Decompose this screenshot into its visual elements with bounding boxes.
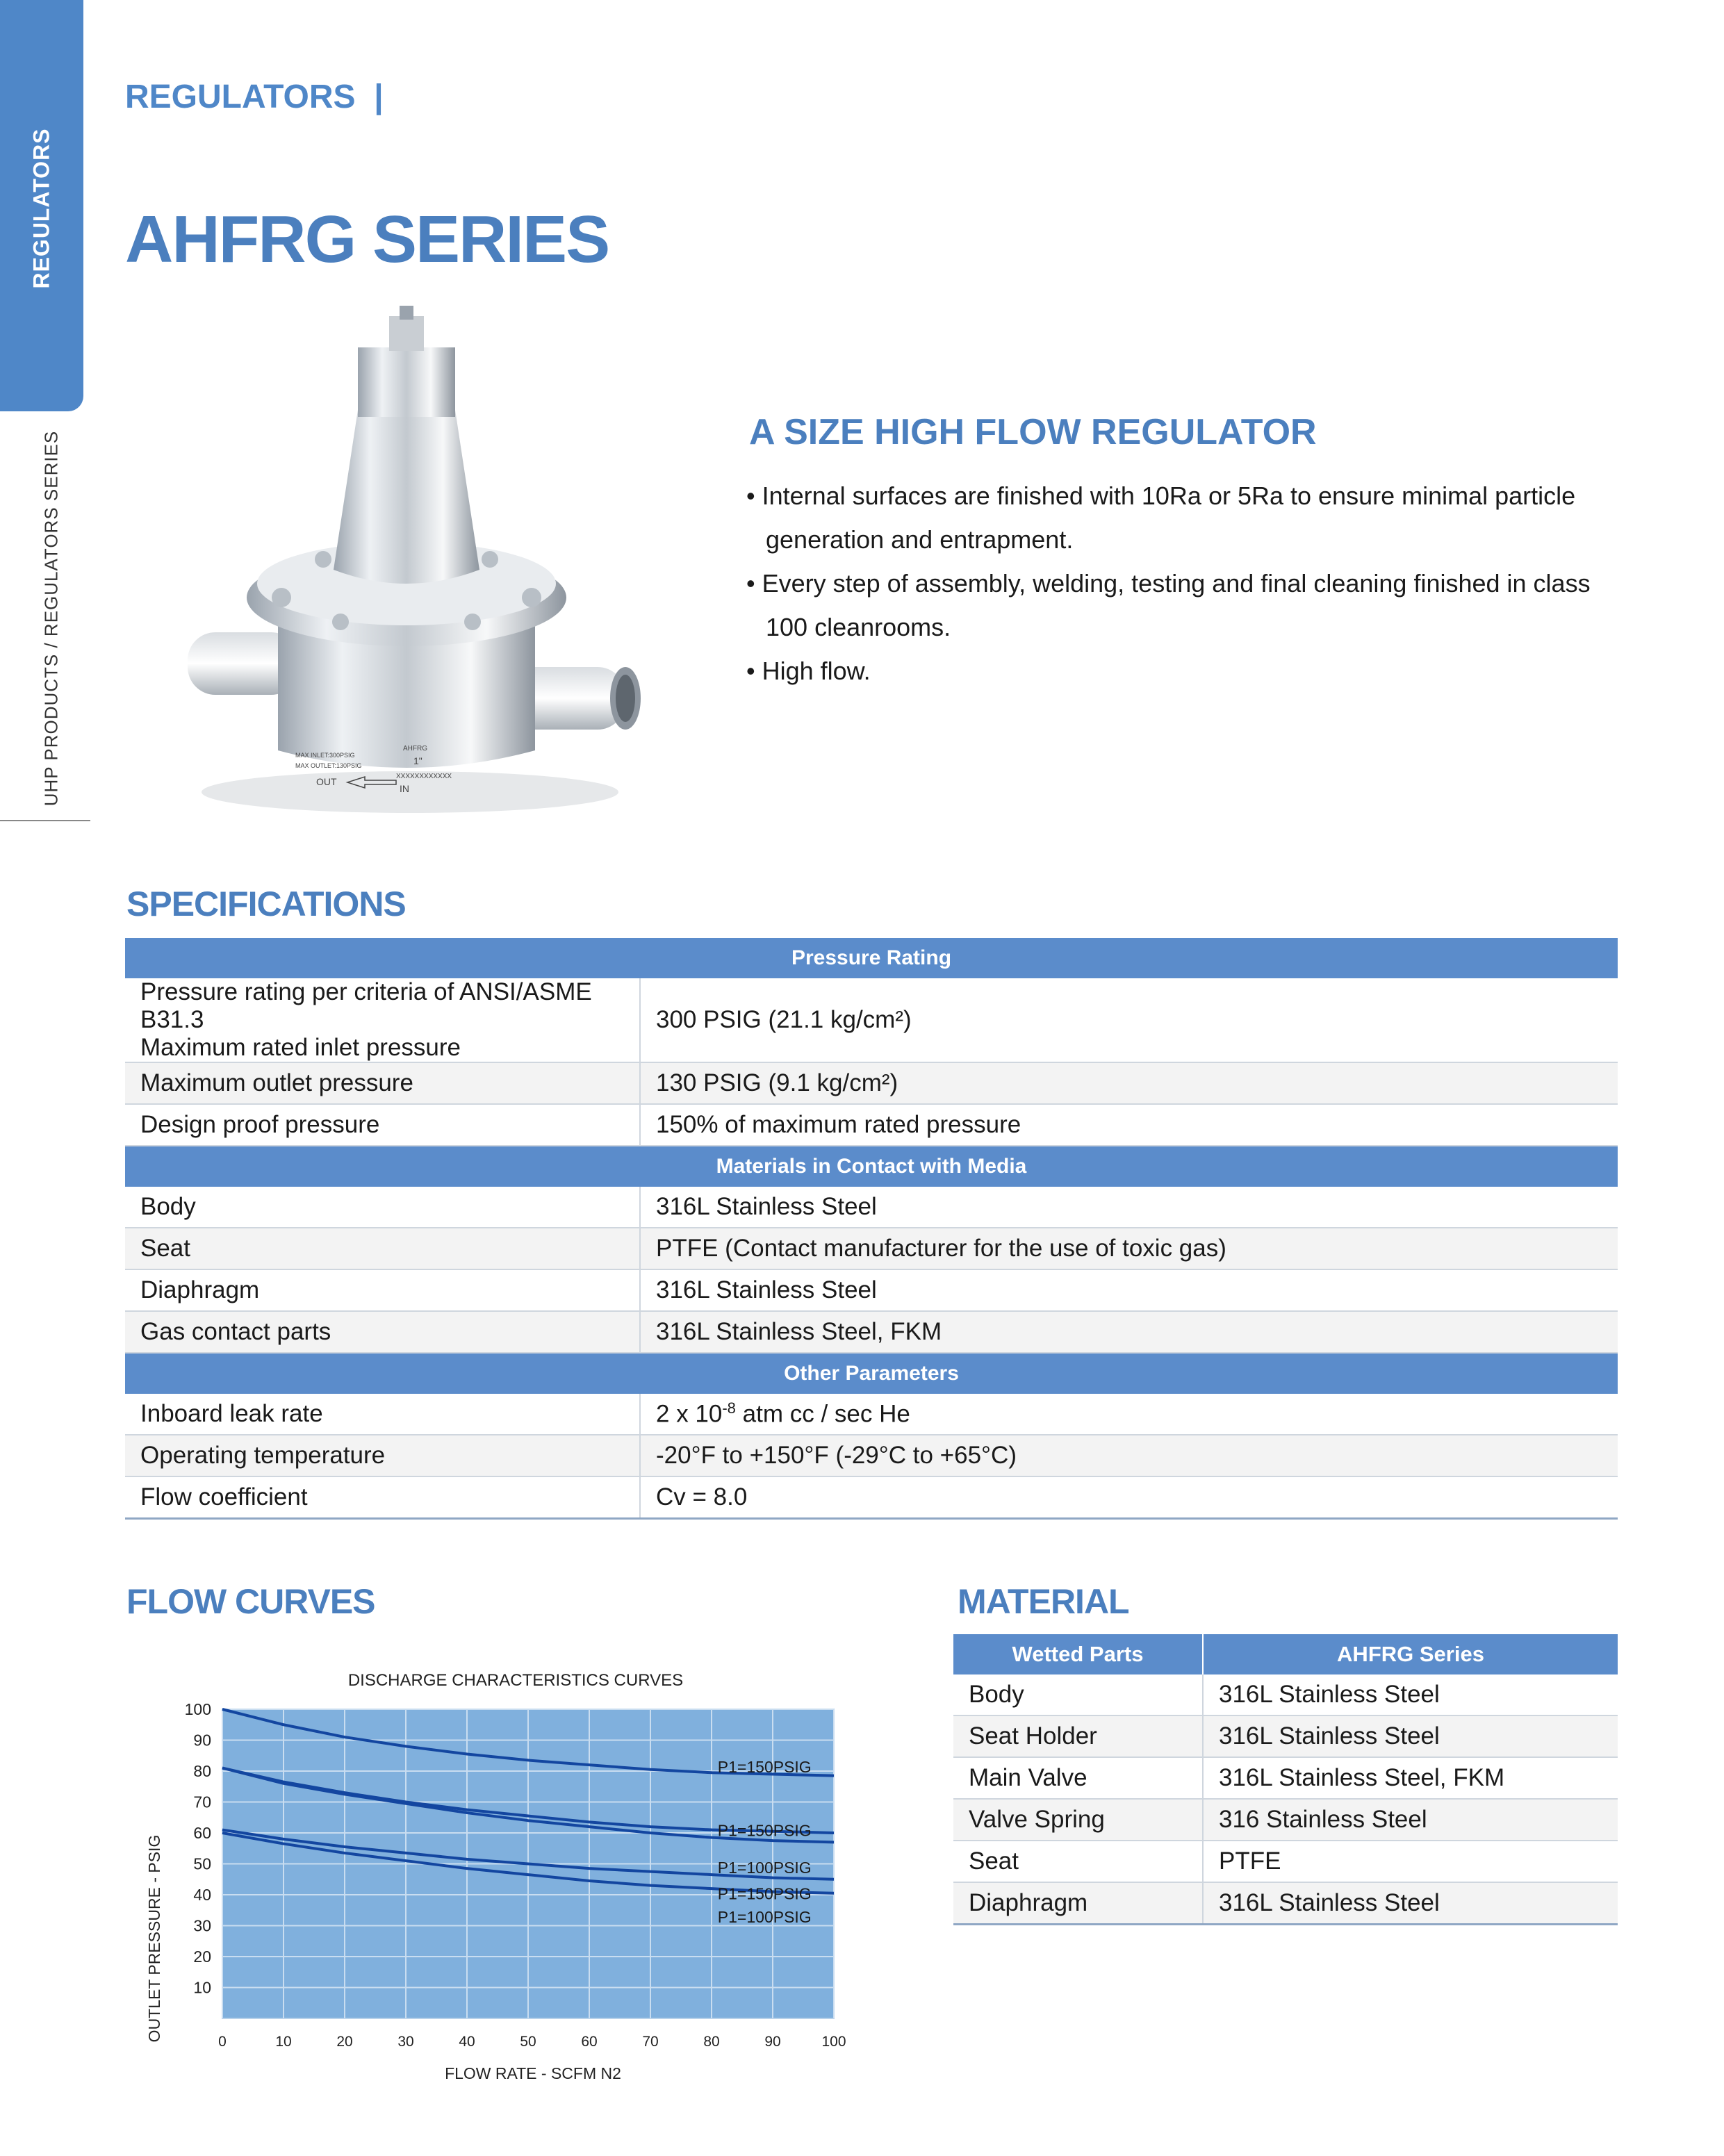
- material-part: Seat: [953, 1841, 1203, 1882]
- spec-label: Maximum outlet pressure: [125, 1062, 640, 1104]
- x-tick-label: 80: [703, 2034, 720, 2050]
- spec-section-title: Other Parameters: [125, 1353, 1618, 1394]
- y-tick-label: 10: [193, 1978, 211, 1997]
- feature-item: • Internal surfaces are finished with 10Ra or 5Ra to ensure minimal particle generation and entrapment.: [746, 482, 1576, 554]
- spec-value: [640, 1394, 1618, 1435]
- product-photo: [174, 306, 660, 834]
- x-tick-label: 60: [581, 2034, 598, 2050]
- spec-value: PTFE (Contact manufacturer for the use of toxic gas): [640, 1228, 1618, 1269]
- material-part: Diaphragm: [953, 1882, 1203, 1925]
- material-heading: MATERIAL: [958, 1582, 1129, 1621]
- spec-label: Flow coefficient: [125, 1476, 640, 1519]
- table-row: [125, 1062, 1618, 1104]
- spec-value: 130 PSIG (9.1 kg/cm²): [640, 1062, 1618, 1104]
- table-row: [125, 1269, 1618, 1311]
- leak-rate-base: 2 x 10: [656, 1400, 723, 1428]
- y-tick-label: 40: [193, 1886, 211, 1904]
- photo-cap: [358, 347, 455, 417]
- x-tick-label: 0: [218, 2034, 227, 2050]
- spec-label: Operating temperature: [125, 1435, 640, 1476]
- spec-value: -20°F to +150°F (-29°C to +65°C): [640, 1435, 1618, 1476]
- sidebar-divider: [0, 820, 90, 821]
- x-tick-label: 50: [520, 2034, 536, 2050]
- spec-value: 150% of maximum rated pressure: [640, 1104, 1618, 1146]
- photo-marking-in: IN: [400, 783, 409, 794]
- spec-value: 316L Stainless Steel: [640, 1187, 1618, 1228]
- y-tick-label: 30: [193, 1916, 211, 1935]
- chart-title: DISCHARGE CHARACTERISTICS CURVES: [347, 1671, 684, 1690]
- sidebar-tab[interactable]: [0, 0, 83, 411]
- series-annotation: P1=150PSIG: [717, 1758, 812, 1777]
- photo-marking-out: OUT: [316, 776, 337, 787]
- x-tick-label: 30: [397, 2034, 414, 2050]
- table-row: [125, 1435, 1618, 1476]
- feature-item: • Every step of assembly, welding, testing and final cleaning finished in class 100 cleanrooms.: [746, 569, 1591, 641]
- spec-label: Diaphragm: [125, 1269, 640, 1311]
- table-row: [953, 1757, 1618, 1799]
- sidebar-tab-label: REGULATORS: [28, 128, 54, 289]
- material-part: Valve Spring: [953, 1799, 1203, 1841]
- y-tick-label: 70: [193, 1793, 211, 1811]
- series-annotation: P1=150PSIG: [717, 1884, 812, 1903]
- material-header-cell: AHFRG Series: [1203, 1634, 1618, 1674]
- chart-x-axis-label: FLOW RATE - SCFM N2: [445, 2064, 621, 2082]
- series-annotation: P1=150PSIG: [717, 1821, 812, 1840]
- specifications-table: [125, 938, 1618, 1520]
- table-row: [125, 1311, 1618, 1353]
- product-subtitle: A SIZE HIGH FLOW REGULATOR: [749, 412, 1317, 452]
- x-tick-label: 90: [764, 2034, 781, 2050]
- photo-bonnet: [334, 410, 479, 584]
- spec-section-header: [125, 938, 1618, 978]
- spec-label: Design proof pressure: [125, 1104, 640, 1146]
- spec-section-title: Pressure Rating: [125, 938, 1618, 978]
- material-value: 316L Stainless Steel: [1203, 1674, 1618, 1715]
- material-header-cell: Wetted Parts: [953, 1634, 1203, 1674]
- table-row: [953, 1799, 1618, 1841]
- photo-adjust-nut: [389, 316, 424, 351]
- photo-marking-size: 1": [413, 755, 422, 766]
- material-table: [953, 1634, 1618, 1925]
- photo-marking-serial: XXXXXXXXXXXX: [396, 773, 452, 780]
- spec-label: Gas contact parts: [125, 1311, 640, 1353]
- sidebar-series-label: UHP PRODUCTS / REGULATORS SERIES: [40, 430, 62, 807]
- spec-label: [125, 978, 640, 1062]
- x-tick-label: 20: [336, 2034, 353, 2050]
- table-row: [125, 1187, 1618, 1228]
- page-title: AHFRG SERIES: [125, 202, 609, 277]
- material-part: Main Valve: [953, 1757, 1203, 1799]
- x-tick-label: 10: [275, 2034, 292, 2050]
- spec-label-line: Pressure rating per criteria of ANSI/ASME B31.3: [140, 978, 592, 1033]
- table-row: [953, 1841, 1618, 1882]
- x-tick-label: 70: [642, 2034, 659, 2050]
- spec-value: 316L Stainless Steel: [640, 1269, 1618, 1311]
- table-row: [125, 1228, 1618, 1269]
- spec-section-title: Materials in Contact with Media: [125, 1146, 1618, 1187]
- spec-label: Seat: [125, 1228, 640, 1269]
- table-row: [125, 1394, 1618, 1435]
- photo-marking-outlet: MAX OUTLET:130PSIG: [295, 762, 362, 769]
- feature-list: [746, 474, 1608, 693]
- table-row: [125, 1476, 1618, 1519]
- series-annotation: P1=100PSIG: [717, 1908, 812, 1927]
- x-tick-label: 40: [459, 2034, 475, 2050]
- y-tick-label: 90: [193, 1731, 211, 1750]
- spec-label: Inboard leak rate: [125, 1394, 640, 1435]
- spec-value: 316L Stainless Steel, FKM: [640, 1311, 1618, 1353]
- flow-curves-heading: FLOW CURVES: [126, 1582, 375, 1621]
- spec-label: Body: [125, 1187, 640, 1228]
- material-part: Seat Holder: [953, 1715, 1203, 1757]
- y-tick-label: 80: [193, 1762, 211, 1780]
- series-annotation: P1=100PSIG: [717, 1858, 812, 1877]
- flow-curves-chart: [139, 1661, 862, 2091]
- material-value: 316L Stainless Steel: [1203, 1882, 1618, 1925]
- material-value: PTFE: [1203, 1841, 1618, 1882]
- y-tick-label: 100: [184, 1700, 211, 1718]
- spec-value: 300 PSIG (21.1 kg/cm²): [640, 978, 1618, 1062]
- y-tick-label: 50: [193, 1854, 211, 1873]
- y-tick-label: 20: [193, 1948, 211, 1966]
- table-row: [125, 978, 1618, 1062]
- table-row: [125, 1104, 1618, 1146]
- photo-marking-model: AHFRG: [403, 745, 427, 752]
- material-value: 316L Stainless Steel, FKM: [1203, 1757, 1618, 1799]
- spec-label-line: Maximum rated inlet pressure: [140, 1034, 461, 1061]
- table-row: [953, 1715, 1618, 1757]
- leak-rate-unit: atm cc / sec He: [735, 1400, 910, 1428]
- chart-y-axis-label: OUTLET PRESSURE - PSIG: [145, 1834, 163, 2043]
- section-kicker: REGULATORS |: [125, 79, 384, 115]
- table-row: [953, 1674, 1618, 1715]
- table-row: [953, 1882, 1618, 1925]
- photo-marking-inlet: MAX INLET:300PSIG: [295, 752, 355, 759]
- material-value: 316 Stainless Steel: [1203, 1799, 1618, 1841]
- x-tick-label: 100: [821, 2034, 846, 2050]
- y-tick-label: 60: [193, 1824, 211, 1842]
- spec-value: Cv = 8.0: [640, 1476, 1618, 1519]
- material-value: 316L Stainless Steel: [1203, 1715, 1618, 1757]
- spec-section-header: [125, 1353, 1618, 1394]
- feature-item: • High flow.: [746, 657, 871, 685]
- material-part: Body: [953, 1674, 1203, 1715]
- specifications-heading: SPECIFICATIONS: [126, 884, 406, 923]
- spec-section-header: [125, 1146, 1618, 1187]
- material-header-row: [953, 1634, 1618, 1674]
- leak-rate-exponent: -8: [722, 1399, 736, 1417]
